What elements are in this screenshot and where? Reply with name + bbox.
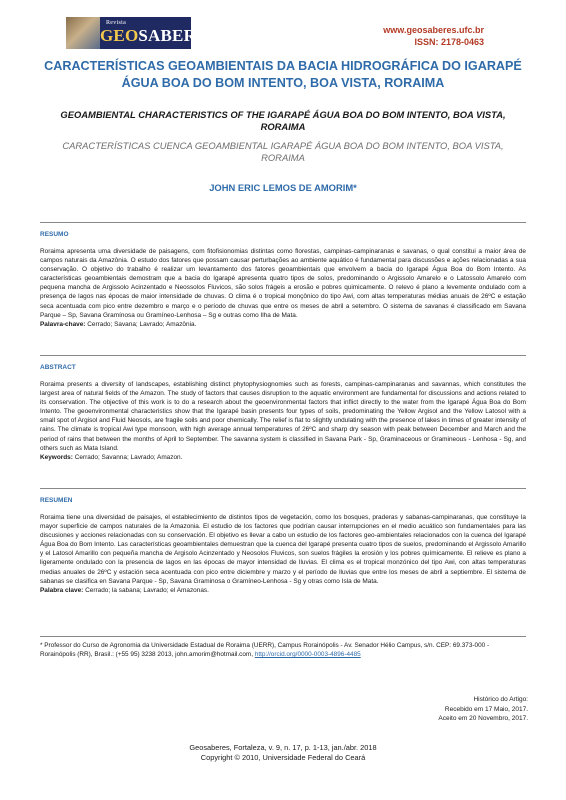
resumo-keywords-label: Palavra-chave:	[40, 320, 86, 328]
resumo-section	[40, 222, 526, 329]
resumen-keywords	[40, 586, 526, 595]
logo-image	[66, 17, 100, 49]
website-link[interactable]: www.geosaberes.ufc.br	[383, 25, 484, 35]
history-received: Recebido em 17 Maio, 2017.	[444, 705, 528, 713]
resumen-keywords-label: Palabra clave:	[40, 586, 84, 594]
title-spanish: CARACTERÍSTICAS CUENCA GEOAMBIENTAL IGARAPÉ ÁGUA BOA DO BOM INTENTO, BOA VISTA, RORAIMA	[62, 140, 504, 163]
title-portuguese: CARACTERÍSTICAS GEOAMBIENTAIS DA BACIA HIDROGRÁFICA DO IGARAPÉ ÁGUA BOA DO BOM INTENTO, BOA VISTA, RORAIMA	[44, 59, 522, 90]
history-accepted: Aceito em 20 Novembro, 2017.	[438, 715, 528, 723]
history-heading: Histórico do Artigo:	[473, 696, 528, 703]
logo-name-rest: SABERES	[138, 26, 218, 45]
issn: ISSN: 2178-0463	[414, 37, 484, 47]
abstract-keywords	[40, 453, 526, 462]
abstract-section	[40, 355, 526, 462]
abstract-keywords-text: Cerrado; Savanna; Lavrado; Amazon.	[72, 453, 183, 461]
logo-name-geo: GEO	[100, 26, 139, 45]
citation-footer	[0, 743, 566, 763]
abstract-keywords-label: Keywords:	[40, 453, 73, 461]
journal-info	[383, 24, 484, 48]
author-name: JOHN ERIC LEMOS DE AMORIM*	[209, 182, 357, 193]
article-history	[438, 695, 528, 724]
resumo-heading: RESUMO	[40, 222, 526, 238]
logo-name	[100, 26, 217, 46]
copyright-line: Copyright © 2010, Universidade Federal do Ceará	[200, 753, 366, 762]
author-footnote	[40, 636, 526, 660]
resumo-keywords	[40, 320, 526, 329]
resumen-section	[40, 488, 526, 595]
logo-subtitle: Revista	[106, 20, 127, 26]
resumo-keywords-text: Cerrado; Savana; Lavrado; Amazônia.	[85, 320, 197, 328]
resumen-heading: RESUMEN	[40, 488, 526, 504]
abstract-body: Roraima presents a diversity of landscapes, establishing distinct phytophysiognomies such as forests, campinas-campinaranas and savannas, which constitutes the largest area of natural fields of the Amazon. The study of factors that causes disruption to the aquatic environment are fundamental for discussions and actions related to its conservation. The objective of this work is to do a research about the geoenvironmental factors that inflict directly to the water from the Igarapé Água Boa do Bom Intento. The geoenvironmental characteristics show that the Igarapé basin presents four types of soils, predominating the Yellow Argisol and the Yellow Latosol with a small spot of Argisol and Fluid Neosols, are fragile soils and poor chemically. The relief is flat to slightly undulating with the presence of lakes in times of greater intensity of rains. The climate is tropical Awi type monsoon, with high average annual temperatures of 26ºC and sharp dry season with peak between December and March and the period of rains that between the months of April to September. The savanna system is classified in Savana Park - Sp, Graminaceous or Gramineous - Lenhosa - Sg, and others such as Mata Island.	[40, 381, 526, 452]
journal-logo	[66, 17, 218, 49]
resumo-body: Roraima apresenta uma diversidade de paisagens, com fitofisionomias distintas como florestas, campinas-campinaranas e savanas, o qual constitui a maior área de campos naturais da Amazônia. O estudo dos fatores que possam causar perturbações ao ambiente aquático é fundamental para discussões e ações relacionadas a sua conservação. O objetivo do trabalho é realizar um levantamento dos fatores geoambientais que envolvem a bacia do Igarapé Água Boa do Bom Intento. As características geoambientais demostram que a bacia do Igarapé apresenta quatro tipos de solos, predominando o Argissolo Amarelo e o Latossolo Amarelo com pequena mancha de Argissolo Acinzentado e Neossolos Fluvicos, são solos frágeis a erosão e pobres quimicamente. O relevo é plano a levemente ondulado com a presença de lagos nas épocas de maior intensidade de chuvas. O clima é o tropical monçônico do tipo Awi, com altas temperaturas médias anuais de 26ºC e estação seca acentuada com pico entre dezembro e março e o período de chuvas que entre os meses de abril a setembro. O sistema de savanas é classificado em Savana Parque – Sp, Savana Gramínosa ou Gramíneo-Lenhosa – Sg e outras como Ilha de Mata.	[40, 248, 526, 319]
orcid-link[interactable]: http://orcid.org/0000-0003-4896-4485	[254, 651, 361, 659]
resumen-keywords-text: Cerrado; la sabana; Lavrado; el Amazonas.	[83, 586, 209, 594]
title-english: GEOAMBIENTAL CHARACTERISTICS OF THE IGARAPÉ ÁGUA BOA DO BOM INTENTO, BOA VISTA, RORAIMA	[60, 109, 506, 132]
resumen-body: Roraima tiene una diversidad de paisajes, el establecimiento de distintos tipos de vegetación, como los bosques, praderas y sabanas-campinaranas, que constituye la mayor superficie de campos naturales de la Amazonia. El estudio de los factores que podrían causar interrupciones en el medio acuático son fundamentales para las discusiones y acciones relacionadas con su conservación. El objetivo es llevar a cabo un estudio de los factores geo-ambientales relacionados con la cuenca del Igarapé Água Boa do Bom Intento. Las características geoambientales demuestran que la cuenca del Igarapé presenta cuatro tipos de suelos, predominando el Argissolo Amarillo y el Latosol Amarillo con pequeña mancha de Argisolo Acinzentado y Neosolos Fluvicos, son suelos frágiles la erosión y los pobres químicamente. El relieve es plano a ligeramente ondulado con la presencia de lagos en las épocas de mayor intensidad de lluvias. El clima es el tropical monzónico del tipo Awi, con altas temperaturas medias anuales de 26ºC y estación seca acentuada con pico entre diciembre y marzo y el período de lluvias que entre los meses de abril a septiembre. El sistema de sabanas se clasifica en Savana Parque - Sp, Savana Graminosa o Gramíneo-Lenhosa - Sg y otras como Isla de Mata.	[40, 514, 526, 585]
citation-line: Geosaberes, Fortaleza, v. 9, n. 17, p. 1-13, jan./abr. 2018	[189, 743, 377, 752]
abstract-heading: ABSTRACT	[40, 355, 526, 371]
footnote-text: * Professor do Curso de Agronomia da Universidade Estadual de Roraima (UERR), Campus Rorainópolis - Av. Senador Hélio Campus, s/n. CEP: 69.373-000 - Rorainópolis (RR), Brasil.: (+55 95) 3238 2013, john.amorim@hotmail.com,	[40, 642, 490, 659]
